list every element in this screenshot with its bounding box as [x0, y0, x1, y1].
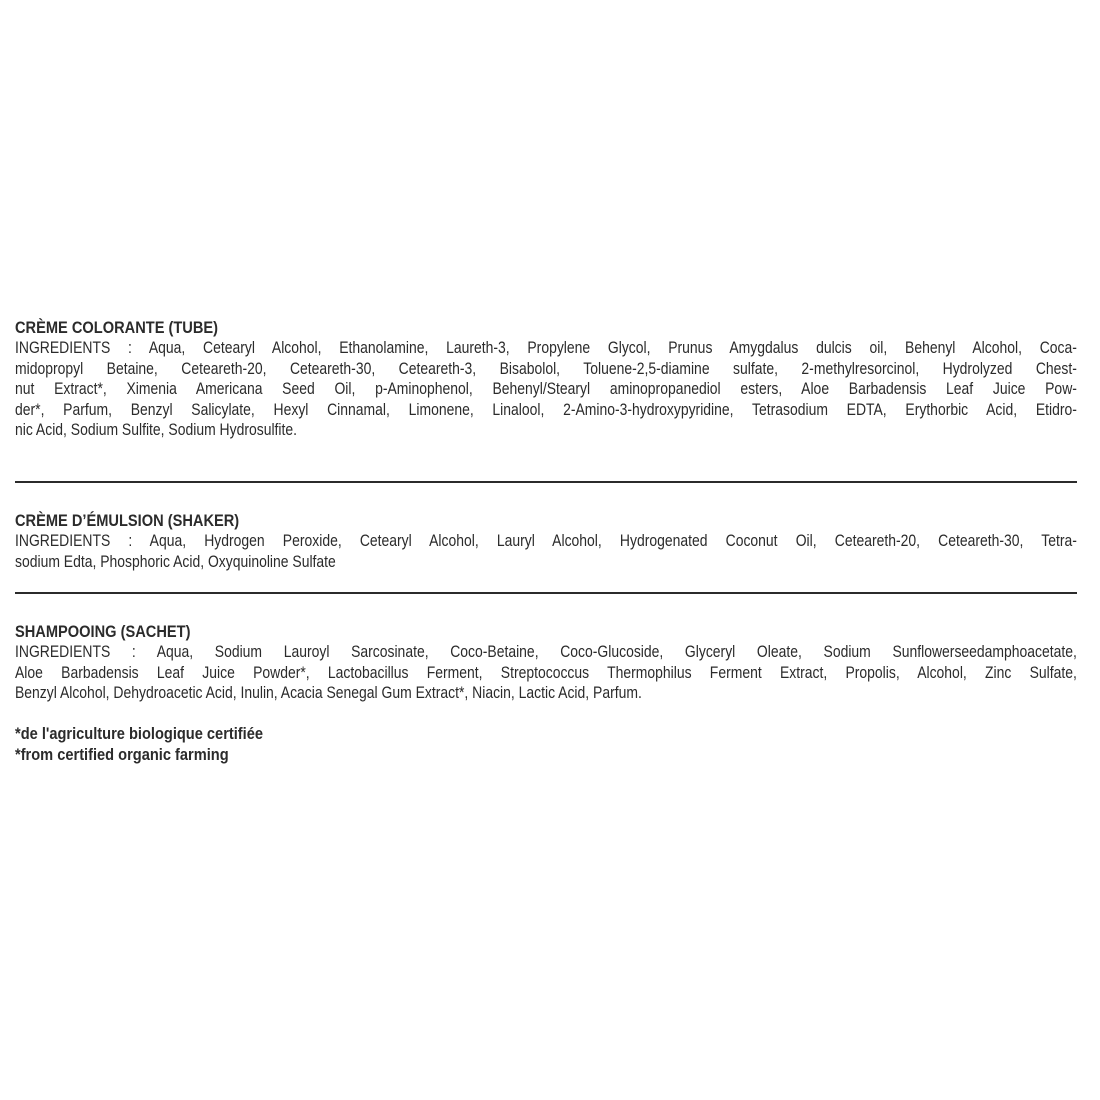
ingredients-line: der*, Parfum, Benzyl Salicylate, Hexyl Cinnamal, Limonene, Linalool, 2-Amino-3-hydroxypyridine, Tetrasodium EDTA, Erythorbic Acid, Etidro- — [15, 399, 1077, 419]
footnote-french: *de l'agriculture biologique certifiée — [15, 724, 264, 743]
section-title: CRÈME COLORANTE (TUBE) — [15, 318, 219, 337]
ingredients-line: sodium Edta, Phosphoric Acid, Oxyquinoline Sulfate — [15, 551, 336, 571]
ingredients-line: INGREDIENTS : Aqua, Sodium Lauroyl Sarcosinate, Coco-Betaine, Coco-Glucoside, Glyceryl Oleate, Sodium Sunflowerseedamphoacetate, — [15, 642, 1077, 661]
section-creme-colorante — [15, 318, 1077, 443]
ingredients-line: nic Acid, Sodium Sulfite, Sodium Hydrosulfite. — [15, 420, 298, 439]
ingredients-line: midopropyl Betaine, Ceteareth-20, Ceteareth-30, Ceteareth-3, Bisabolol, Toluene-2,5-diamine sulfate, 2-methylresorcinol, Hydrolyzed Chest- — [15, 358, 1077, 378]
ingredients-text — [15, 531, 1077, 572]
section-title: SHAMPOOING (SACHET) — [15, 622, 191, 641]
ingredients-line: Aloe Barbadensis Leaf Juice Powder*, Lactobacillus Ferment, Streptococcus Thermophilus Ferment Extract, Propolis, Alcohol, Zinc Sulfate, — [15, 662, 1077, 682]
ingredients-line: nut Extract*, Ximenia Americana Seed Oil, p-Aminophenol, Behenyl/Stearyl aminopropanediol esters, Aloe Barbadensis Leaf Juice Pow- — [15, 379, 1077, 398]
section-title: CRÈME D’ÉMULSION (SHAKER) — [15, 511, 240, 530]
footnotes — [15, 724, 928, 765]
ingredients-text — [15, 338, 1077, 441]
section-divider — [15, 481, 1077, 483]
section-shampooing — [15, 622, 1077, 708]
ingredients-line: INGREDIENTS : Aqua, Cetearyl Alcohol, Ethanolamine, Laureth-3, Propylene Glycol, Prunus Amygdalus dulcis oil, Behenyl Alcohol, Coca- — [15, 338, 1077, 357]
ingredients-line: Benzyl Alcohol, Dehydroacetic Acid, Inulin, Acacia Senegal Gum Extract*, Niacin, Lactic Acid, Parfum. — [15, 683, 642, 702]
ingredients-line: INGREDIENTS : Aqua, Hydrogen Peroxide, Cetearyl Alcohol, Lauryl Alcohol, Hydrogenated Coconut Oil, Ceteareth-20, Ceteareth-30, Tetra- — [15, 531, 1077, 550]
footnote-english: *from certified organic farming — [15, 744, 229, 764]
ingredients-sheet — [15, 318, 1077, 765]
ingredients-text — [15, 642, 1077, 704]
section-creme-emulsion — [15, 511, 1077, 574]
section-divider — [15, 592, 1077, 594]
